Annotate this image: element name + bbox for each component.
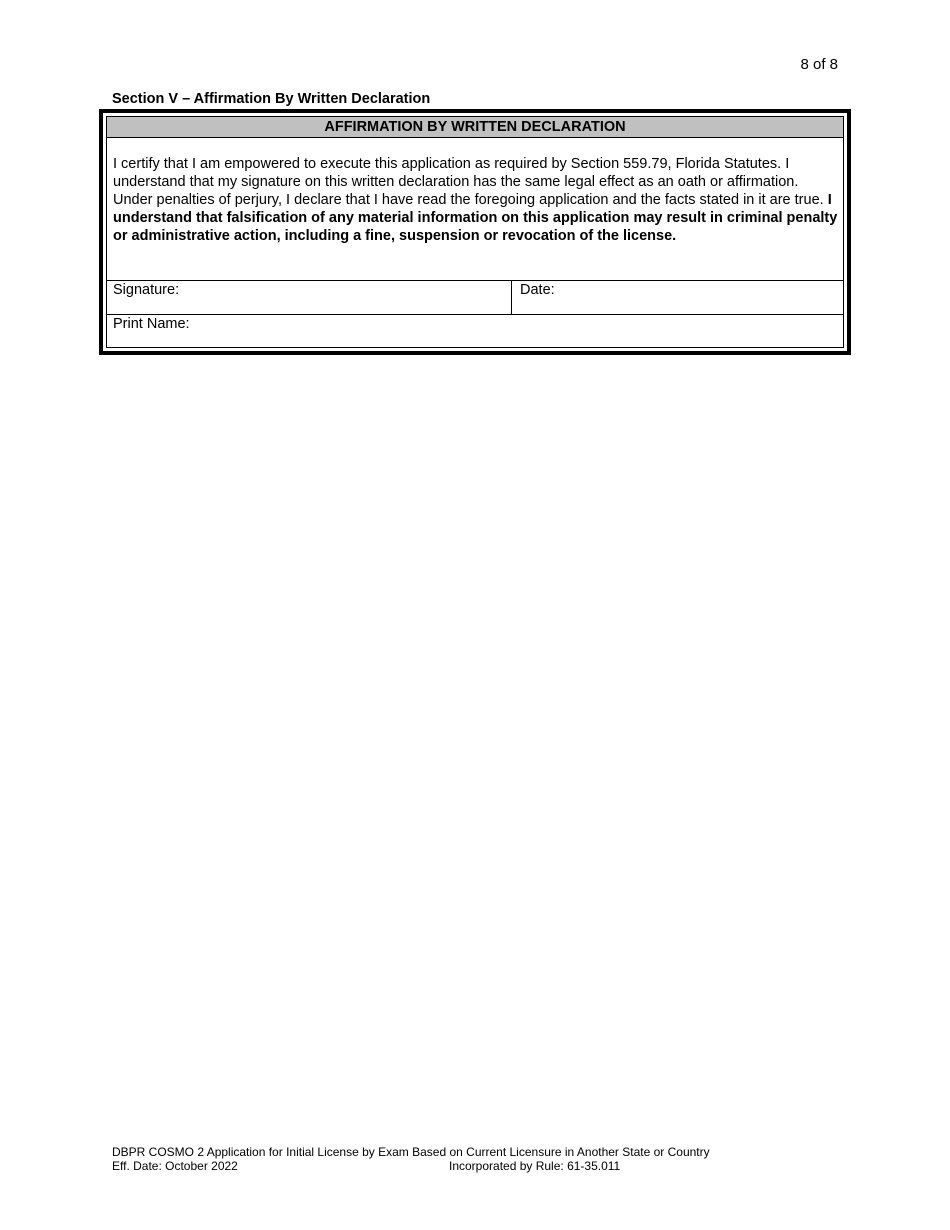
declaration-text-block [107, 138, 843, 281]
declaration-text: I certify that I am empowered to execute this application as required by Section 559.79, Florida Statutes. I understand that my signature on this written declaration has the same legal effect as an oath or affirmation. Under penalties of perjury, I declare that I have read the foregoing application and the facts stated in it are true. [113, 156, 828, 208]
footer-form-title: DBPR COSMO 2 Application for Initial License by Exam Based on Current Licensure in Another State or Country [112, 1145, 710, 1159]
signature-row [107, 281, 843, 315]
footer-effective-date: Eff. Date: October 2022 [112, 1159, 238, 1173]
footer-rule: Incorporated by Rule: 61-35.011 [449, 1159, 621, 1173]
section-title: Section V – Affirmation By Written Declaration [112, 91, 431, 107]
date-label: Date: [520, 282, 555, 298]
page-number: 8 of 8 [800, 56, 838, 73]
print-name-label: Print Name: [113, 316, 190, 332]
date-field[interactable] [512, 281, 843, 314]
signature-field[interactable] [107, 281, 512, 314]
affirmation-form [99, 109, 851, 355]
form-header: AFFIRMATION BY WRITTEN DECLARATION [107, 117, 843, 138]
footer-line-2 [112, 1159, 710, 1173]
signature-label: Signature: [113, 282, 180, 298]
page-footer [112, 1145, 710, 1173]
affirmation-form-inner [106, 116, 844, 348]
declaration-warning: I understand that falsification of any material information on this application may result in criminal penalty or administrative action, including a fine, suspension or revocation of the license. [113, 192, 838, 244]
print-name-field[interactable] [107, 315, 843, 347]
